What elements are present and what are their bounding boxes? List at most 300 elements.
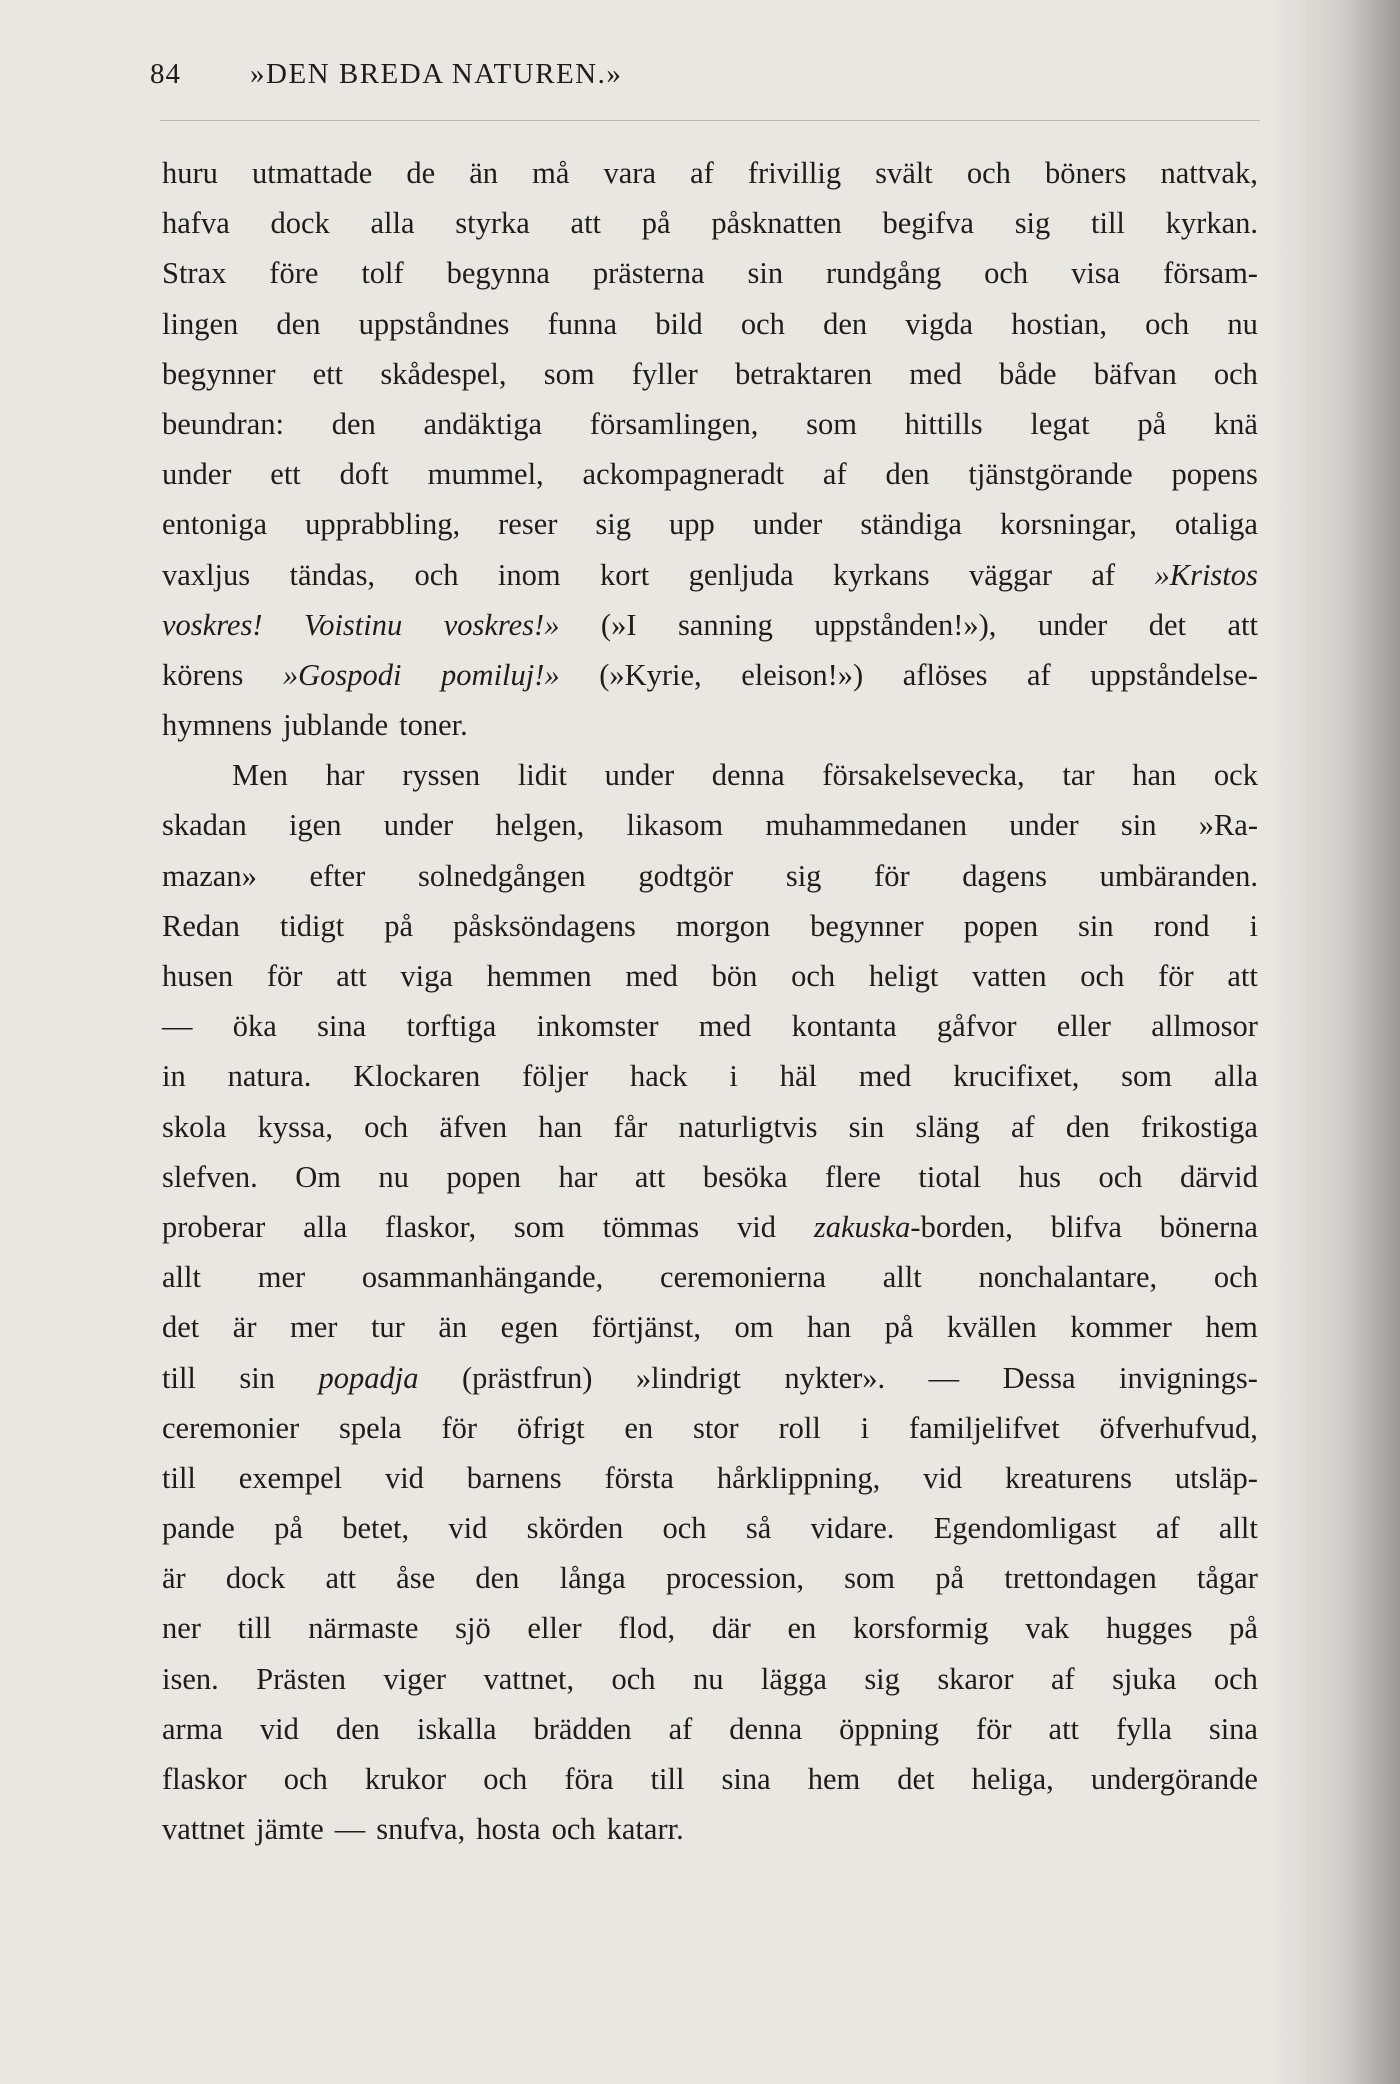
word: af bbox=[1091, 557, 1116, 592]
word: må bbox=[532, 156, 570, 190]
word: rond bbox=[1153, 908, 1210, 943]
word: prästerna bbox=[592, 256, 705, 291]
word: (»Kyrie, bbox=[599, 657, 702, 692]
word: den bbox=[885, 457, 930, 492]
word: närmaste bbox=[308, 1611, 419, 1646]
word: både bbox=[998, 356, 1057, 391]
word: och bbox=[1213, 1260, 1258, 1295]
word: osammanhängande, bbox=[361, 1260, 604, 1295]
word: försam- bbox=[1163, 256, 1258, 291]
word: — bbox=[334, 1812, 366, 1847]
word: fylla bbox=[1115, 1711, 1172, 1746]
word: skadan bbox=[162, 808, 247, 843]
word: bönerna bbox=[1159, 1209, 1258, 1244]
word: frikostiga bbox=[1141, 1109, 1258, 1144]
word: där bbox=[711, 1611, 751, 1646]
text-line bbox=[162, 1503, 1258, 1553]
word: inom bbox=[497, 557, 561, 592]
word: bäfvan bbox=[1093, 356, 1177, 391]
word: — bbox=[162, 1009, 193, 1044]
word: krucifixet, bbox=[953, 1059, 1080, 1094]
word: entoniga bbox=[162, 507, 268, 542]
word: lidit bbox=[517, 758, 567, 793]
word: som bbox=[806, 406, 857, 441]
word: är bbox=[162, 1561, 186, 1596]
word: vid bbox=[259, 1711, 299, 1746]
word: Strax bbox=[162, 256, 227, 291]
word: toner. bbox=[399, 708, 468, 743]
word: nonchalantare, bbox=[978, 1260, 1158, 1295]
word: hugges bbox=[1106, 1611, 1193, 1646]
word: korsformig bbox=[853, 1611, 989, 1646]
word: Voistinu bbox=[303, 607, 403, 642]
word: har bbox=[558, 1159, 598, 1194]
word: naturligtvis bbox=[678, 1109, 818, 1144]
word: en bbox=[787, 1611, 817, 1646]
word: hafva bbox=[162, 206, 230, 241]
word: reser bbox=[498, 507, 558, 542]
word: upprabbling, bbox=[305, 507, 461, 542]
word: skörden bbox=[526, 1511, 624, 1546]
word: viger bbox=[383, 1661, 447, 1696]
word: på bbox=[641, 206, 671, 241]
word: styrka bbox=[455, 206, 530, 241]
word: morgon bbox=[675, 908, 771, 943]
word: på bbox=[274, 1511, 303, 1546]
word: fyller bbox=[631, 356, 698, 391]
word: påsksöndagens bbox=[452, 908, 636, 943]
word: att bbox=[336, 959, 367, 993]
word: tömmas bbox=[602, 1209, 700, 1244]
text-line bbox=[162, 349, 1258, 399]
word: legat bbox=[1030, 406, 1090, 441]
word: sin bbox=[239, 1360, 275, 1395]
word: visa bbox=[1071, 256, 1121, 291]
page-edge-shadow bbox=[1270, 0, 1400, 2084]
page-number: 84 bbox=[150, 58, 181, 90]
word: skaror bbox=[937, 1661, 1014, 1696]
word: helgen, bbox=[495, 808, 585, 843]
word: det bbox=[1148, 607, 1187, 642]
word: än bbox=[469, 156, 499, 190]
text-line bbox=[162, 1654, 1258, 1704]
word: begynner bbox=[810, 908, 924, 943]
word: Prästen bbox=[256, 1661, 346, 1696]
word: vid bbox=[448, 1511, 488, 1546]
text-line bbox=[162, 700, 1258, 750]
word: före bbox=[269, 256, 319, 291]
word: åse bbox=[396, 1561, 436, 1596]
word: Egendomligast bbox=[933, 1511, 1117, 1546]
word: allt bbox=[1218, 1511, 1258, 1546]
word: dock bbox=[270, 206, 330, 241]
word: Men bbox=[232, 758, 288, 793]
word: knä bbox=[1213, 406, 1258, 441]
word: och bbox=[1213, 356, 1258, 391]
word: vara bbox=[603, 156, 656, 190]
word: stor bbox=[692, 1410, 739, 1445]
word: häl bbox=[779, 1059, 817, 1094]
word: jublande bbox=[283, 708, 389, 743]
word: och bbox=[966, 156, 1011, 190]
word: och bbox=[1080, 959, 1125, 993]
word: som bbox=[543, 356, 595, 391]
word: under bbox=[383, 808, 454, 843]
word: »lindrigt bbox=[635, 1360, 741, 1395]
word: skola bbox=[162, 1109, 227, 1144]
word: flod, bbox=[618, 1611, 676, 1646]
word: nu bbox=[692, 1661, 724, 1696]
word: att bbox=[570, 206, 602, 241]
word: med bbox=[698, 1009, 752, 1044]
word: väggar bbox=[969, 557, 1052, 592]
word: mazan» bbox=[162, 858, 257, 893]
word: under bbox=[752, 507, 823, 542]
word: trettondagen bbox=[1004, 1561, 1157, 1596]
word: besöka bbox=[702, 1159, 788, 1194]
word: familjelifvet bbox=[908, 1410, 1060, 1445]
word: tolf bbox=[361, 256, 404, 291]
word: hymnens bbox=[162, 708, 273, 743]
word: jämte bbox=[256, 1812, 324, 1847]
word: tågar bbox=[1196, 1561, 1258, 1596]
word: som bbox=[1121, 1059, 1172, 1094]
word: betet, bbox=[342, 1511, 410, 1546]
text-line bbox=[162, 1001, 1258, 1051]
word: ock bbox=[1213, 758, 1258, 793]
word: dagens bbox=[962, 858, 1047, 893]
word: Redan bbox=[162, 908, 240, 943]
word: och bbox=[740, 306, 785, 341]
word: är bbox=[232, 1310, 257, 1345]
word: af bbox=[1010, 1109, 1035, 1144]
word: igen bbox=[288, 808, 342, 843]
text-line bbox=[162, 248, 1258, 298]
word: till bbox=[650, 1762, 685, 1796]
word: körens bbox=[162, 657, 244, 692]
word: invignings- bbox=[1118, 1360, 1258, 1395]
word: isen. bbox=[162, 1661, 219, 1696]
word: popens bbox=[1171, 457, 1258, 492]
word: likasom bbox=[626, 808, 724, 843]
word: umbäranden. bbox=[1099, 858, 1258, 893]
word: än bbox=[438, 1310, 468, 1345]
word: han bbox=[1132, 758, 1177, 793]
word: sin bbox=[747, 256, 784, 291]
word: hack bbox=[629, 1059, 688, 1094]
word: flere bbox=[825, 1159, 881, 1194]
word: på bbox=[935, 1561, 965, 1596]
word: tur bbox=[370, 1310, 405, 1345]
text-line bbox=[162, 148, 1258, 198]
word: sig bbox=[595, 507, 632, 542]
word: ständiga bbox=[860, 507, 962, 542]
word: flaskor, bbox=[384, 1209, 477, 1244]
text-line bbox=[162, 1804, 1258, 1854]
word: öka bbox=[232, 1009, 277, 1044]
word: beundran: bbox=[162, 406, 284, 441]
word: svält bbox=[875, 156, 933, 190]
word: ceremonierna bbox=[660, 1260, 826, 1295]
word: proberar bbox=[162, 1209, 266, 1244]
text-line bbox=[162, 1302, 1258, 1352]
word: gåfvor bbox=[936, 1009, 1017, 1044]
word: nu bbox=[1227, 306, 1258, 341]
word: allmosor bbox=[1151, 1009, 1258, 1044]
word: det bbox=[162, 1310, 200, 1345]
word: skådespel, bbox=[380, 356, 507, 391]
word: alla bbox=[303, 1209, 348, 1244]
word: nu bbox=[378, 1159, 409, 1194]
word: katarr. bbox=[606, 1812, 684, 1847]
word: eleison!») bbox=[741, 657, 864, 692]
word: voskres!» bbox=[443, 607, 560, 642]
word: vid bbox=[384, 1460, 424, 1495]
word: undergörande bbox=[1090, 1762, 1258, 1796]
word: af bbox=[1027, 657, 1051, 692]
word: den bbox=[331, 406, 376, 441]
word: ryssen bbox=[402, 758, 481, 793]
word: hem bbox=[807, 1762, 861, 1796]
word: kontanta bbox=[791, 1009, 897, 1044]
word: Klockaren bbox=[353, 1059, 481, 1094]
word: i bbox=[1249, 908, 1258, 943]
word: i bbox=[729, 1059, 738, 1094]
word: sina bbox=[1208, 1711, 1258, 1746]
word: för bbox=[1158, 959, 1194, 993]
word: sig bbox=[864, 1661, 900, 1696]
word: uppståndnes bbox=[358, 306, 510, 341]
word: så bbox=[745, 1511, 772, 1546]
word: hem bbox=[1205, 1310, 1258, 1345]
word: öfrigt bbox=[516, 1410, 585, 1445]
word: exempel bbox=[238, 1460, 343, 1495]
word: snufva, bbox=[376, 1812, 466, 1847]
word: kort bbox=[600, 557, 650, 592]
text-line bbox=[162, 198, 1258, 248]
word: »Ra- bbox=[1198, 808, 1258, 843]
word: under bbox=[1009, 808, 1079, 843]
word: äfven bbox=[439, 1109, 508, 1144]
text-line bbox=[162, 1453, 1258, 1503]
word: släng bbox=[915, 1109, 980, 1144]
word: alla bbox=[370, 206, 415, 241]
word: hus bbox=[1018, 1159, 1061, 1194]
word: hittills bbox=[904, 406, 983, 441]
word: hosta bbox=[476, 1812, 541, 1847]
word: begifva bbox=[882, 206, 974, 241]
word: popen bbox=[963, 908, 1039, 943]
word: tidigt bbox=[279, 908, 345, 943]
text-line bbox=[162, 399, 1258, 449]
text-line bbox=[162, 1704, 1258, 1754]
word: andäktiga bbox=[423, 406, 543, 441]
text-line bbox=[162, 1152, 1258, 1202]
text-line bbox=[162, 1353, 1258, 1403]
word: begynner bbox=[162, 356, 276, 391]
word: (prästfrun) bbox=[461, 1360, 593, 1395]
word: har bbox=[325, 758, 365, 793]
word: kreaturens bbox=[1005, 1460, 1133, 1495]
word: och bbox=[662, 1511, 707, 1546]
body-text bbox=[162, 148, 1258, 1854]
word: vigda bbox=[905, 306, 974, 341]
word: flaskor bbox=[162, 1762, 247, 1796]
word: sin bbox=[848, 1109, 885, 1144]
word: af bbox=[690, 156, 714, 190]
word: »Kristos bbox=[1154, 557, 1258, 592]
word: den bbox=[276, 306, 321, 341]
word: heliga, bbox=[971, 1762, 1054, 1796]
word: huru bbox=[162, 156, 218, 190]
word: funna bbox=[547, 306, 618, 341]
word: lingen bbox=[162, 306, 239, 341]
word: på bbox=[384, 908, 413, 943]
word: för bbox=[266, 959, 303, 993]
word: öppning bbox=[839, 1711, 940, 1746]
word: ackompagneradt bbox=[582, 457, 785, 492]
word: begynna bbox=[446, 256, 550, 291]
word: otaliga bbox=[1174, 507, 1258, 542]
word: uppståndelse- bbox=[1090, 657, 1258, 692]
word: af bbox=[1050, 1661, 1075, 1696]
text-line bbox=[162, 550, 1258, 600]
word: af bbox=[1155, 1511, 1180, 1546]
word: vaxljus bbox=[162, 557, 251, 592]
word: får bbox=[613, 1109, 648, 1144]
word: en bbox=[624, 1410, 654, 1445]
word: mummel, bbox=[427, 457, 544, 492]
word: om bbox=[734, 1310, 774, 1345]
word: för bbox=[976, 1711, 1012, 1746]
word: blifva bbox=[1050, 1209, 1122, 1244]
word: och bbox=[611, 1661, 656, 1696]
word: böners bbox=[1045, 156, 1127, 190]
word: kvällen bbox=[946, 1310, 1037, 1345]
word: lägga bbox=[760, 1661, 827, 1696]
word: de bbox=[406, 156, 436, 190]
word: sanning bbox=[677, 607, 773, 642]
word: sina bbox=[721, 1762, 771, 1796]
word: på bbox=[1229, 1611, 1258, 1646]
page-header bbox=[150, 58, 1260, 102]
header-rule bbox=[160, 120, 1260, 121]
word: sin bbox=[1120, 808, 1157, 843]
word: viga bbox=[400, 959, 453, 993]
word: med bbox=[858, 1059, 912, 1094]
word: utmattade bbox=[252, 156, 373, 190]
word: och bbox=[551, 1812, 596, 1847]
word: vid bbox=[923, 1460, 963, 1495]
word: doft bbox=[339, 457, 389, 492]
word: och bbox=[1098, 1159, 1143, 1194]
word: arma bbox=[162, 1711, 223, 1746]
word: popadja bbox=[318, 1360, 419, 1395]
word: sina bbox=[317, 1009, 367, 1044]
text-line bbox=[162, 951, 1258, 1001]
word: försakelsevecka, bbox=[822, 758, 1025, 793]
word: in bbox=[162, 1059, 186, 1094]
text-line bbox=[162, 1202, 1258, 1252]
word: allt bbox=[162, 1260, 201, 1295]
word: han bbox=[807, 1310, 852, 1345]
word: heligt bbox=[868, 959, 939, 993]
word: vidare. bbox=[810, 1511, 895, 1546]
word: kyrkans bbox=[833, 557, 930, 592]
word: »Gospodi bbox=[282, 657, 402, 692]
word: tar bbox=[1062, 758, 1095, 793]
word: kyrkan. bbox=[1165, 206, 1258, 241]
text-line bbox=[162, 800, 1258, 850]
word: förtjänst, bbox=[591, 1310, 702, 1345]
word: vattnet, bbox=[483, 1661, 575, 1696]
word: krukor bbox=[364, 1762, 447, 1796]
word: första bbox=[604, 1460, 674, 1495]
word: solnedgången bbox=[417, 858, 586, 893]
word: — bbox=[928, 1360, 960, 1395]
word: pande bbox=[162, 1511, 235, 1546]
word: församlingen, bbox=[589, 406, 759, 441]
running-head: »DEN BREDA NATUREN.» bbox=[250, 58, 623, 90]
word: dock bbox=[225, 1561, 286, 1596]
word: inkomster bbox=[536, 1009, 659, 1044]
word: popen bbox=[446, 1159, 521, 1194]
text-line bbox=[162, 600, 1258, 650]
word: ett bbox=[312, 356, 344, 391]
word: torftiga bbox=[406, 1009, 497, 1044]
word: att bbox=[1227, 607, 1258, 642]
word: af bbox=[668, 1711, 693, 1746]
word: med bbox=[625, 959, 678, 993]
text-line bbox=[162, 1553, 1258, 1603]
text-line bbox=[162, 750, 1258, 800]
word: kyssa, bbox=[257, 1109, 333, 1144]
word: denna bbox=[711, 758, 785, 793]
word: eller bbox=[527, 1611, 582, 1646]
word: därvid bbox=[1179, 1159, 1258, 1194]
word: aflöses bbox=[902, 657, 988, 692]
word: på bbox=[1137, 406, 1167, 441]
word: vid bbox=[737, 1209, 776, 1244]
word: Dessa bbox=[1002, 1360, 1076, 1395]
word: husen bbox=[162, 959, 234, 993]
word: och bbox=[984, 256, 1029, 291]
word: och bbox=[483, 1762, 528, 1796]
word: och bbox=[364, 1109, 409, 1144]
word: alla bbox=[1213, 1059, 1258, 1094]
word: voskres! bbox=[162, 607, 263, 642]
word: under bbox=[604, 758, 675, 793]
word: till bbox=[162, 1360, 196, 1395]
word: ceremonier bbox=[162, 1410, 300, 1445]
text-line bbox=[162, 650, 1258, 700]
word: under bbox=[1037, 607, 1108, 642]
word: roll bbox=[778, 1410, 821, 1445]
word: och bbox=[283, 1762, 328, 1796]
word: efter bbox=[309, 858, 366, 893]
word: frivillig bbox=[747, 156, 842, 190]
word: ner bbox=[162, 1611, 201, 1646]
word: nykter». bbox=[784, 1360, 886, 1395]
word: på bbox=[884, 1310, 914, 1345]
word: vattnet bbox=[162, 1812, 245, 1847]
word: under bbox=[162, 457, 232, 492]
word: procession, bbox=[665, 1561, 804, 1596]
word: egen bbox=[500, 1310, 559, 1345]
word: (»I bbox=[600, 607, 637, 642]
word: sig bbox=[1014, 206, 1051, 241]
word: korsningar, bbox=[1000, 507, 1137, 542]
